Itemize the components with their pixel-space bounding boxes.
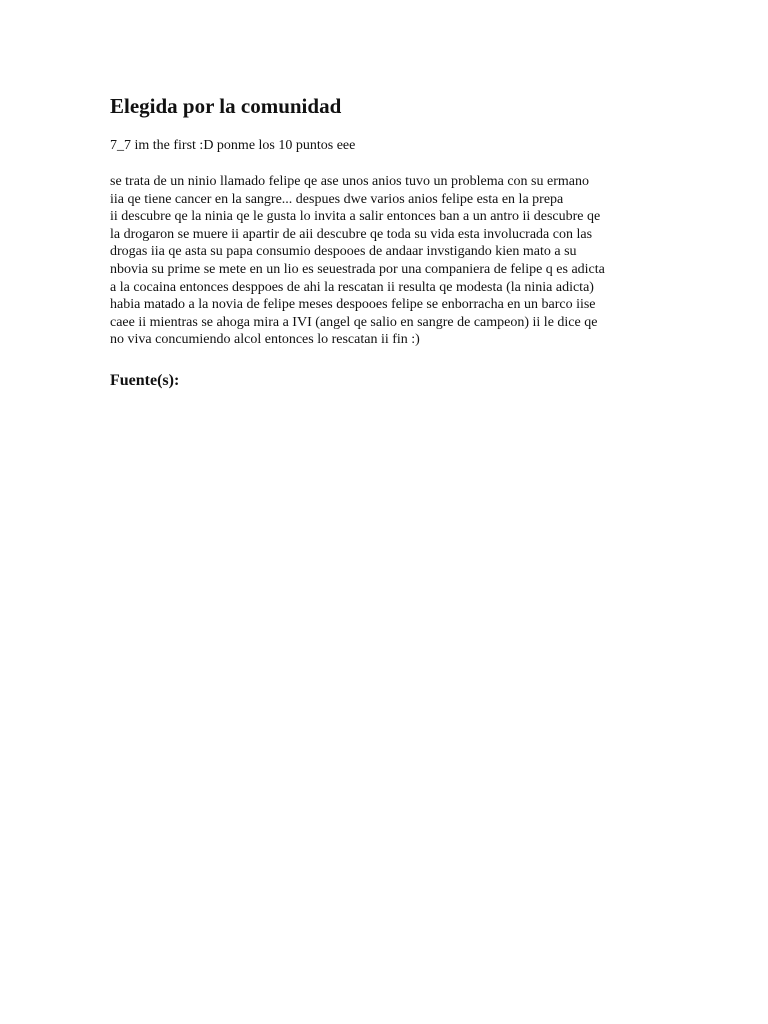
body-line: ii descubre qe la ninia qe le gusta lo invita a salir entonces ban a un antro ii descubre qe [110,209,601,225]
body-line: habia matado a la novia de felipe meses despooes felipe se enborracha en un barco iise [110,297,596,313]
answer-body [110,173,670,349]
body-line: nbovia su prime se mete en un lio es seuestrada por una companiera de felipe q es adicta [110,261,605,277]
body-line: no viva concumiendo alcol entonces lo rescatan ii fin :) [110,332,420,348]
sources-heading: Fuente(s): [110,372,180,389]
body-line: se trata de un ninio llamado felipe qe ase unos anios tuvo un problema con su ermano [110,174,589,189]
body-line: caee ii mientras se ahoga mira a IVI (angel qe salio en sangre de campeon) ii le dice qe [110,314,598,330]
body-line: drogas iia qe asta su papa consumio despooes de andaar invstigando kien mato a su [110,244,577,260]
page-title: Elegida por la comunidad [110,94,342,118]
answer-intro: 7_7 im the first :D ponme los 10 puntos eee [110,138,356,153]
body-line: la drogaron se muere ii apartir de aii descubre qe toda su vida esta involucrada con las [110,226,593,242]
body-line: a la cocaina entonces desppoes de ahi la rescatan ii resulta qe modesta (la ninia adicta) [110,279,594,295]
body-line: iia qe tiene cancer en la sangre... despues dwe varios anios felipe esta en la prepa [110,191,564,207]
